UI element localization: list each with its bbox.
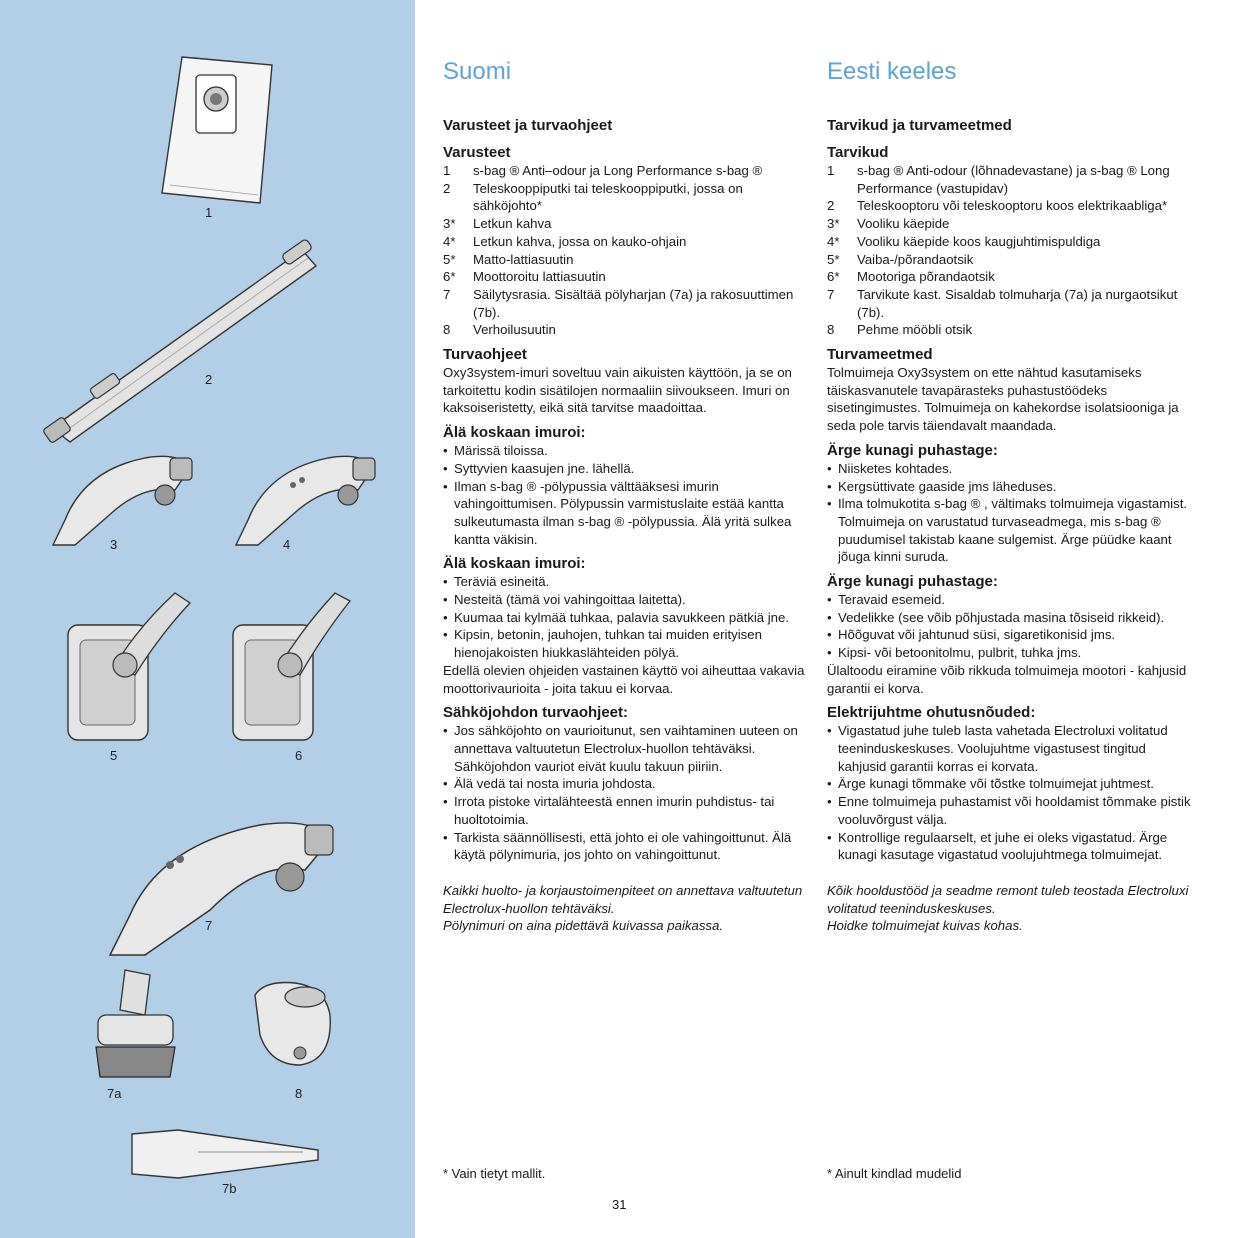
list-item: 1 s-bag ® Anti–odour ja Long Performance s-bag ® (443, 163, 763, 178)
list-item: 6* Moottoroitu lattiasuutin (443, 269, 606, 285)
cord-heading-ee: Elektrijuhtme ohutusnõuded: (827, 704, 1036, 722)
never-heading-2-fi: Älä koskaan imuroi: (443, 555, 586, 573)
cord-list-fi (443, 722, 808, 864)
list-item: • Nesteitä (tämä voi vahingoittaa laitetta). (443, 591, 808, 609)
list-item: • Tarkista säännöllisesti, että johto ei ole vahingoittunut. Älä käytä pölynimuria, jos johto on vahingoittunut. (443, 829, 808, 864)
list-item: • Irrota pistoke virtalähteestä ennen imurin puhdistus- tai huoltotoimia. (443, 793, 808, 828)
list-item: • Kergsüttivate gaaside jms läheduses. (827, 478, 1192, 496)
label-7b: 7b (222, 1181, 237, 1196)
safety-heading-ee: Turvameetmed (827, 346, 933, 364)
carpet-floor-nozzle-illustration (60, 585, 200, 745)
list-item: • Kuumaa tai kylmää tuhkaa, palavia savukkeen pätkiä jne. (443, 609, 808, 627)
upholstery-nozzle-illustration (245, 975, 340, 1075)
list-item: • Ilman s-bag ® -pölypussia välttääksesi imurin vahingoittumisen. Pölypussin varmistuslaite estää kantta sulkeutumasta ilman s-bag ® -pölypussia. Älä yritä sulkea kantta väkisin. (443, 478, 808, 549)
label-7a: 7a (107, 1086, 122, 1101)
list-item: 5* Matto-lattiasuutin (443, 251, 574, 267)
footnote-fi: * Vain tietyt mallit. (443, 1166, 546, 1181)
label-5: 5 (110, 748, 118, 763)
never-list-2-fi (443, 573, 808, 662)
never-paragraph-ee: Ülaltoodu eiramine võib rikkuda tolmuimeja mootori - kahjusid garantii ei korva. (827, 662, 1187, 696)
label-8: 8 (295, 1086, 303, 1101)
service-note-fi: Kaikki huolto- ja korjaustoimenpiteet on annettava valtuutetun Electrolux-huollon tehtäväksi. Pölynimuri on aina pidettävä kuivassa paikassa. (443, 882, 803, 934)
list-item: 5* Vaiba-/põrandaotsik (827, 251, 974, 267)
list-item: • Enne tolmuimeja puhastamist või hooldamist tõmmake pistik vooluvõrgust välja. (827, 793, 1192, 828)
list-item: • Kipsi- või betoonitolmu, pulbrit, tuhka jms. (827, 644, 1192, 662)
list-item: • Jos sähköjohto on vaurioitunut, sen vaihtaminen uuteen on annettava valtuutetun Electrolux-huollon tehtäväksi. Sähköjohdon vauriot eivät kuulu takuun piiriin. (443, 722, 808, 775)
hose-handle-remote-illustration (228, 450, 383, 550)
label-4: 4 (283, 537, 291, 552)
list-item: • Syttyvien kaasujen jne. lähellä. (443, 460, 808, 478)
list-item: 2 Teleskooptoru või teleskooptoru koos elektrikaabliga* (827, 198, 1168, 214)
list-item: 3* Letkun kahva (443, 216, 552, 232)
safety-paragraph-ee: Tolmuimeja Oxy3system on ette nähtud kasutamiseks täiskasvanutele tavapärasteks puhastustöödeks sisetingimustes. Tolmuimeja on kahekordse isolatsiooniga ja seda pole tarvis täiendavalt maandada. (827, 365, 1179, 434)
list-item: • Hõõguvat või jahtunud süsi, sigaretikonisid jms. (827, 626, 1192, 644)
cord-heading-fi: Sähköjohdon turvaohjeet: (443, 704, 629, 722)
list-item: 1 s-bag ® Anti-odour (lõhnadevastane) ja s-bag ® Long Performance (vastupidav) (827, 163, 1170, 196)
hose-handle-illustration (45, 450, 200, 550)
label-3: 3 (110, 537, 118, 552)
section-title-ee: Tarvikud ja turvameetmed (827, 117, 1012, 134)
language-heading-ee: Eesti keeles (827, 58, 957, 85)
list-item: 7 Säilytysrasia. Sisältää pölyharjan (7a) ja rakosuuttimen (7b). (443, 286, 794, 320)
telescopic-tube-illustration (40, 240, 330, 450)
list-item: • Märissä tiloissa. (443, 442, 808, 460)
list-item: • Vedelikke (see võib põhjustada masina tõsiseid rikkeid). (827, 609, 1192, 627)
list-item: • Niisketes kohtades. (827, 460, 1192, 478)
language-heading-fi: Suomi (443, 58, 512, 85)
never-list-2-ee (827, 591, 1192, 662)
footnote-ee: * Ainult kindlad mudelid (827, 1166, 962, 1181)
accessories-heading-ee: Tarvikud (827, 144, 889, 161)
label-6: 6 (295, 748, 303, 763)
list-item: • Ärge kunagi tõmmake või tõstke tolmuimejat juhtmest. (827, 775, 1192, 793)
list-item: 8 Verhoilusuutin (443, 322, 556, 338)
list-item: • Älä vedä tai nosta imuria johdosta. (443, 775, 808, 793)
label-7: 7 (205, 918, 213, 933)
estonian-column (827, 58, 1192, 935)
list-item: 3* Vooliku käepide (827, 216, 950, 232)
accessories-list-ee (827, 162, 1192, 339)
never-heading-1-fi: Älä koskaan imuroi: (443, 424, 586, 442)
motorized-nozzle-illustration (225, 585, 365, 745)
list-item: 6* Mootoriga põrandaotsik (827, 269, 995, 285)
list-item: • Teräviä esineitä. (443, 573, 808, 591)
label-1: 1 (205, 205, 213, 220)
never-list-1-fi (443, 442, 808, 548)
list-item: • Ilma tolmukotita s-bag ® , vältimaks tolmuimeja vigastamist. Tolmuimeja on varustatud turvaseadmega, mis s-bag ® puudumisel takistab kaane sulgemist. Ärge püüdke kaant jõuga kinni suruda. (827, 495, 1192, 566)
list-item: • Teravaid esemeid. (827, 591, 1192, 609)
illustration-sidebar (0, 0, 415, 1238)
service-note-ee: Kõik hooldustööd ja seadme remont tuleb teostada Electroluxi volitatud teeninduskeskuses. Hoidke tolmuimejat kuivas kohas. (827, 882, 1189, 934)
accessories-list-fi (443, 162, 808, 339)
storage-box-illustration (100, 815, 340, 960)
accessories-heading-fi: Varusteet (443, 144, 511, 161)
crevice-nozzle-illustration (128, 1128, 323, 1180)
page-number: 31 (612, 1197, 627, 1212)
never-paragraph-fi: Edellä olevien ohjeiden vastainen käyttö voi aiheuttaa vakavia moottorivaurioita - joita takuu ei korvaa. (443, 662, 805, 696)
never-heading-2-ee: Ärge kunagi puhastage: (827, 573, 998, 591)
safety-paragraph-fi: Oxy3system-imuri soveltuu vain aikuisten käyttöön, ja se on tarkoitettu kodin sisätilojen normaaliin siivoukseen. Imuri on kaksoiseristetty, eikä sitä tarvitse maadoittaa. (443, 365, 792, 416)
list-item: 7 Tarvikute kast. Sisaldab tolmuharja (7a) ja nurgaotsikut (7b). (827, 286, 1178, 320)
finnish-column (443, 58, 808, 935)
cord-list-ee (827, 722, 1192, 864)
section-title-fi: Varusteet ja turvaohjeet (443, 117, 613, 134)
never-heading-1-ee: Ärge kunagi puhastage: (827, 441, 998, 459)
list-item: 2 Teleskooppiputki tai teleskooppiputki, jossa on sähköjohto* (443, 180, 743, 214)
list-item: 4* Letkun kahva, jossa on kauko-ohjain (443, 233, 687, 249)
dust-brush-illustration (90, 965, 185, 1080)
label-2: 2 (205, 372, 213, 387)
safety-heading-fi: Turvaohjeet (443, 346, 527, 364)
list-item: 8 Pehme mööbli otsik (827, 322, 973, 338)
list-item: 4* Vooliku käepide koos kaugjuhtimispuldiga (827, 233, 1101, 249)
dust-bag-illustration (160, 55, 280, 205)
list-item: • Kipsin, betonin, jauhojen, tuhkan tai muiden erityisen hienojakoisten hiukkaslähteiden pölyä. (443, 626, 808, 661)
list-item: • Kontrollige regulaarselt, et juhe ei oleks vigastatud. Ärge kunagi kasutage vigastatud voolujuhtmega tolmuimejat. (827, 829, 1192, 864)
list-item: • Vigastatud juhe tuleb lasta vahetada Electroluxi volitatud teeninduskeskuses. Voolujuhtme vigastusest tingitud kahjusid garantii korras ei korvata. (827, 722, 1192, 775)
never-list-1-ee (827, 460, 1192, 566)
